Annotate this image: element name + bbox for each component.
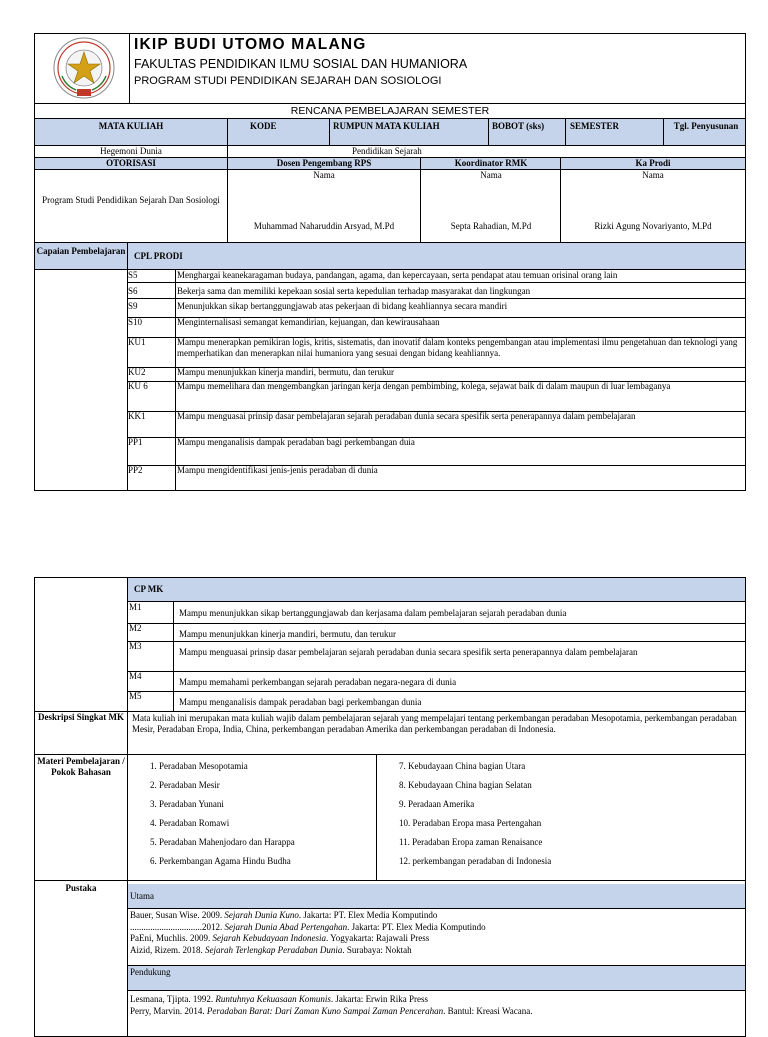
pustaka-label: Pustaka	[65, 883, 97, 893]
materi-item: 10. Peradaban Eropa masa Pertengahan	[399, 818, 542, 828]
cpl-code: PP2	[128, 465, 143, 475]
koordinator-name: Septa Rahadian, M.Pd	[450, 221, 532, 231]
cpl-header: CPL PRODI	[134, 251, 183, 261]
reference-item: Lesmana, Tjipta. 1992. Runtuhnya Kekuasaan Komunis. Jakarta: Erwin Rika Press	[130, 994, 429, 1004]
cpl-code: KK1	[128, 411, 146, 421]
cpl-code: S6	[128, 286, 138, 296]
cpmk-header: CP MK	[134, 584, 164, 594]
dosen-label: Dosen Pengembang RPS	[276, 158, 372, 168]
materi-item: 9. Peradaan Amerika	[399, 799, 475, 809]
program-name: PROGRAM STUDI PENDIDIKAN SEJARAH DAN SOSIOLOGI	[134, 75, 442, 87]
materi-item: 8. Kebudayaan China bagian Selatan	[399, 780, 532, 790]
cpl-code: S9	[128, 301, 138, 311]
rps-title: RENCANA PEMBELAJARAN SEMESTER	[290, 105, 490, 117]
pendukung-label: Pendukung	[130, 967, 171, 977]
materi-item: 2. Peradaban Mesir	[150, 780, 220, 790]
kaprodi-name: Rizki Agung Novariyanto, M.Pd	[594, 221, 712, 231]
col-semester: SEMESTER	[570, 121, 620, 131]
university-name: IKIP BUDI UTOMO MALANG	[134, 36, 367, 53]
reference-item: ................................2012. Sejarah Dunia Abad Pertengahan. Jakarta: PT. Elex Media Komputindo	[130, 921, 486, 932]
cpmk-text: Mampu menunjukkan sikap bertanggungjawab dan kerjasama dalam pembelajaran sejarah peradaban dunia	[179, 608, 567, 618]
cpl-text: Bekerja sama dan memiliki kepekaan sosial serta kepedulian terhadap masyarakat dan lingkungan	[177, 286, 531, 296]
col-rumpun: RUMPUN MATA KULIAH	[333, 121, 440, 131]
cpl-text: Menginternalisasi semangat kemandirian, kejuangan, dan kewirausahaan	[177, 317, 440, 327]
cpmk-code: M1	[129, 602, 142, 612]
col-tgl: Tgl. Penyusunan	[673, 121, 739, 131]
cpmk-code: M3	[129, 641, 142, 651]
cpmk-text: Mampu menguasai prinsip dasar pembelajaran sejarah peradaban dunia secara spesifik serta penerapannya dalam pembelajaran	[179, 647, 638, 657]
materi-item: 7. Kebudayaan China bagian Utara	[399, 761, 526, 771]
deskripsi-text: Mata kuliah ini merupakan mata kuliah wajib dalam pembelajaran sejarah yang mempelajari tentang perkembangan peradaban Mesopotamia, perkembangan peradaban Mesir, Peradaban Eropa, India, China, perkembangan peradaban Amerika dan perkembangan peradaban di Indonesia.	[132, 713, 737, 734]
cpmk-code: M4	[129, 671, 142, 681]
cpl-text: Menunjukkan sikap bertanggungjawab atas pekerjaan di bidang keahliannya secara mandiri	[177, 301, 508, 311]
otorisasi-label: OTORISASI	[106, 158, 156, 168]
program-studi-name: Program Studi Pendidikan Sejarah Dan Sosiologi	[42, 195, 220, 205]
col-mata-kuliah: MATA KULIAH	[98, 121, 164, 131]
cpl-text: Mampu mengidentifikasi jenis-jenis peradaban di dunia	[177, 465, 378, 475]
cpmk-text: Mampu menganalisis dampak peradaban bagi perkembangan dunia	[179, 697, 422, 707]
university-logo	[44, 36, 124, 100]
materi-item: 11. Peradaban Eropa zaman Renaisance	[399, 837, 543, 847]
materi-item: 6. Perkembangan Agama Hindu Budha	[150, 856, 291, 866]
faculty-name: FAKULTAS PENDIDIKAN ILMU SOSIAL DAN HUMANIORA	[134, 57, 468, 71]
cpl-text: Mampu memelihara dan mengembangkan jaringan kerja dengan pembimbing, kolega, sejawat baik di dalam maupun di luar lembaganya	[177, 381, 671, 391]
nama-label-kaprodi: Nama	[642, 170, 664, 180]
reference-item: Aizid, Rizem. 2018. Sejarah Terlengkap Peradaban Dunia. Surabaya: Noktah	[130, 944, 412, 955]
materi-item: 4. Peradaban Romawi	[150, 818, 230, 828]
utama-label: Utama	[130, 891, 154, 901]
nama-label-dosen: Nama	[313, 170, 335, 180]
capaian-label: Capaian Pembelajaran	[36, 246, 126, 256]
reference-item: PaEni, Muchlis. 2009. Sejarah Kebudayaan Indonesia. Yogyakarta: Rajawali Press	[130, 933, 430, 943]
cpl-code: KU2	[128, 367, 146, 377]
koordinator-label: Koordinator RMK	[454, 158, 528, 168]
cpl-text: Menghargai keanekaragaman budaya, pandangan, agama, dan kepercayaan, serta pendapat atau temuan orisinal orang lain	[177, 270, 618, 280]
materi-item: 12. perkembangan peradaban di Indonesia	[399, 856, 552, 866]
materi-item: 5. Peradaban Mahenjodaro dan Harappa	[150, 837, 295, 847]
materi-label: Materi Pembelajaran / Pokok Bahasan	[37, 756, 125, 777]
dosen-name: Muhammad Naharuddin Arsyad, M.Pd	[253, 221, 395, 231]
cpmk-code: M5	[129, 691, 142, 701]
materi-list-right	[399, 761, 551, 875]
materi-item: 3. Peradaban Yunani	[150, 799, 224, 809]
cpl-text: Mampu menerapkan pemikiran logis, kritis, sistematis, dan inovatif dalam konteks pengembangan atau implementasi ilmu pengetahuan dan teknologi yang memperhatikan dan menerapkan nilai humaniora yang sesuai dengan bidang keahliannya.	[177, 337, 738, 358]
cpl-code: S5	[128, 270, 138, 280]
course-name: Hegemoni Dunia	[100, 146, 162, 156]
materi-list-left	[150, 761, 295, 875]
cpl-code: KU 6	[128, 381, 148, 391]
cpl-code: S10	[128, 317, 143, 327]
nama-label-koordinator: Nama	[480, 170, 502, 180]
col-kode: KODE	[250, 121, 277, 131]
cpmk-text: Mampu menunjukkan kinerja mandiri, bermutu, dan terukur	[179, 629, 396, 639]
kaprodi-label: Ka Prodi	[635, 158, 671, 168]
reference-item: Perry, Marvin. 2014. Peradaban Barat: Dari Zaman Kuno Sampai Zaman Pencerahan. Bantul: Kreasi Wacana.	[130, 1005, 533, 1016]
cpl-code: KU1	[128, 337, 146, 347]
cpl-text: Mampu menganalisis dampak peradaban bagi perkembangan duia	[177, 437, 415, 447]
cpmk-code: M2	[129, 623, 142, 633]
deskripsi-label: Deskripsi Singkat MK	[37, 712, 124, 722]
cpmk-text: Mampu memahami perkembangan sejarah peradaban negara-negara di dunia	[179, 677, 457, 687]
course-rumpun: Pendidikan Sejarah	[352, 146, 422, 156]
seal-icon	[44, 36, 124, 100]
reference-item: Bauer, Susan Wise. 2009. Sejarah Dunia Kuno. Jakarta: PT. Elex Media Komputindo	[130, 910, 438, 920]
materi-item: 1. Peradaban Mesopotamia	[150, 761, 248, 771]
col-bobot: BOBOT (sks)	[492, 121, 545, 131]
cpl-code: PP1	[128, 437, 143, 447]
cpl-text: Mampu menunjukkan kinerja mandiri, bermutu, dan terukur	[177, 367, 394, 377]
cpl-text: Mampu menguasai prinsip dasar pembelajaran sejarah peradaban dunia secara spesifik serta penerapannya dalam pembelajaran	[177, 411, 636, 421]
